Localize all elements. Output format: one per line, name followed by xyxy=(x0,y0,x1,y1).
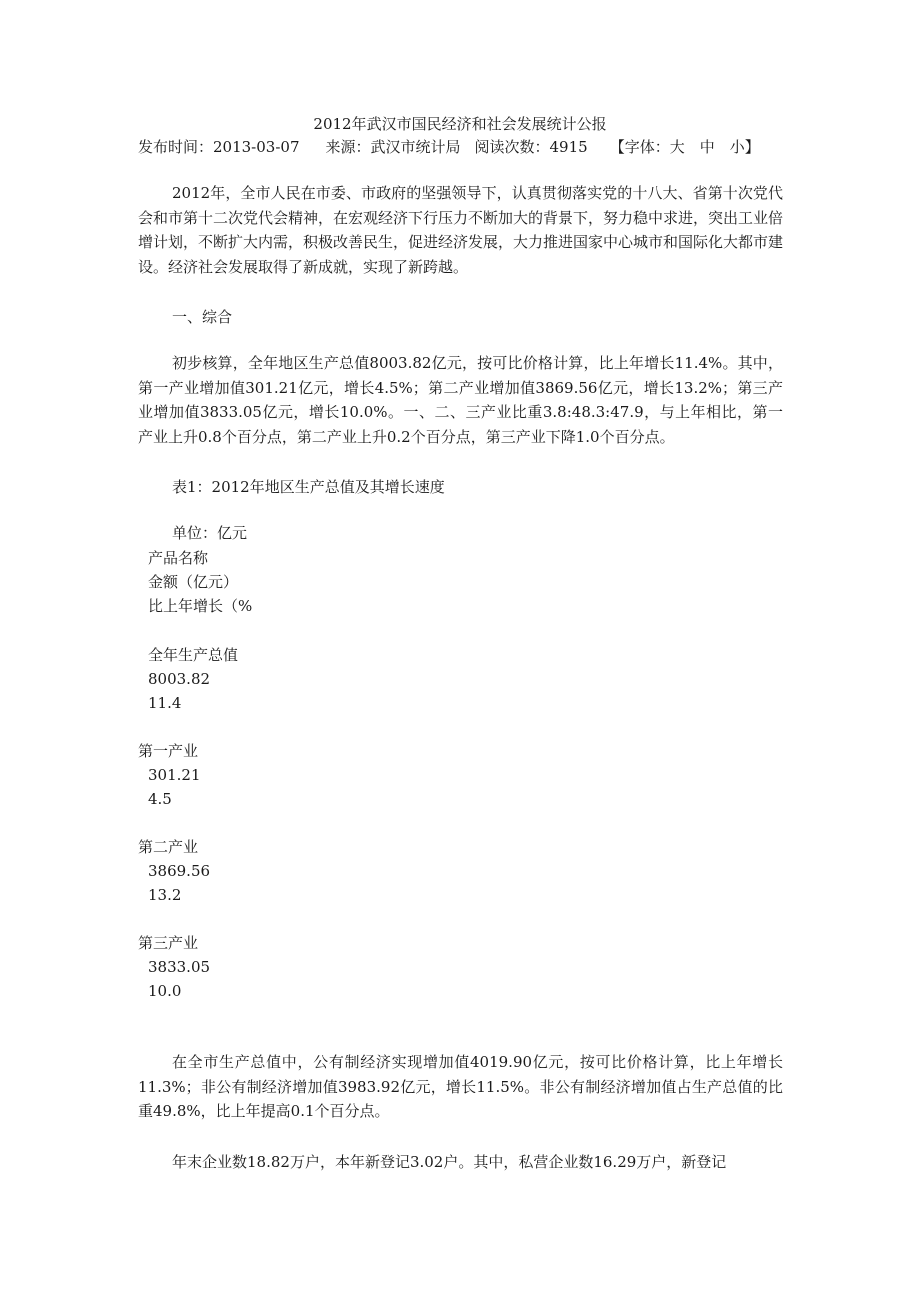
table-row-name: 第一产业 xyxy=(138,742,199,760)
ownership-paragraph: 在全市生产总值中，公有制经济实现增加值4019.90亿元，按可比价格计算，比上年增长11.3%；非公有制经济增加值3983.92亿元，增长11.5%。非公有制经济增加值占生产总值的比重49.8%，比上年提高0.1个百分点。 xyxy=(138,1053,783,1120)
table-header-growth: 比上年增长（% xyxy=(148,597,253,615)
font-size-control[interactable]: 【字体：大 中 小】 xyxy=(609,138,760,156)
table-row-name: 第二产业 xyxy=(138,838,199,856)
view-count: 阅读次数：4915 xyxy=(474,138,588,156)
table-row-amount: 3833.05 xyxy=(148,958,211,976)
table-header-name: 产品名称 xyxy=(148,549,209,567)
table-caption: 表1：2012年地区生产总值及其增长速度 xyxy=(172,478,445,496)
gdp-paragraph: 初步核算，全年地区生产总值8003.82亿元，按可比价格计算，比上年增长11.4%。其中，第一产业增加值301.21亿元，增长4.5%；第二产业增加值3869.56亿元，增长13.2%；第三产业增加值3833.05亿元，增长10.0%。一、二、三产业比重3.8:48.3:47.9，与上年相比，第一产业上升0.8个百分点，第二产业上升0.2个百分点，第三产业下降1.0个百分点。 xyxy=(138,354,783,446)
source: 来源：武汉市统计局 xyxy=(325,138,461,156)
table-row-name: 第三产业 xyxy=(138,934,199,952)
table-row-growth: 11.4 xyxy=(148,694,182,712)
table-row-name: 全年生产总值 xyxy=(148,646,239,664)
table-row-growth: 10.0 xyxy=(148,982,182,1000)
page-title: 2012年武汉市国民经济和社会发展统计公报 xyxy=(313,115,607,133)
table-row-amount: 301.21 xyxy=(148,766,201,784)
table-row-growth: 4.5 xyxy=(148,790,172,808)
publish-time: 发布时间：2013-03-07 xyxy=(138,138,300,156)
table-unit: 单位：亿元 xyxy=(172,524,248,542)
table-row-growth: 13.2 xyxy=(148,886,182,904)
table-header-amount: 金额（亿元） xyxy=(148,573,239,591)
intro-paragraph: 2012年，全市人民在市委、市政府的坚强领导下，认真贯彻落实党的十八大、省第十次党代会和市第十二次党代会精神，在宏观经济下行压力不断加大的背景下，努力稳中求进，突出工业倍增计划，不断扩大内需，积极改善民生，促进经济发展，大力推进国家中心城市和国际化大都市建设。经济社会发展取得了新成就，实现了新跨越。 xyxy=(138,184,784,276)
section-heading: 一、综合 xyxy=(172,308,233,326)
table-row-amount: 3869.56 xyxy=(148,862,211,880)
enterprise-paragraph: 年末企业数18.82万户，本年新登记3.02户。其中，私营企业数16.29万户，新登记 xyxy=(172,1153,727,1171)
article-meta xyxy=(138,137,760,157)
table-row-amount: 8003.82 xyxy=(148,670,211,688)
